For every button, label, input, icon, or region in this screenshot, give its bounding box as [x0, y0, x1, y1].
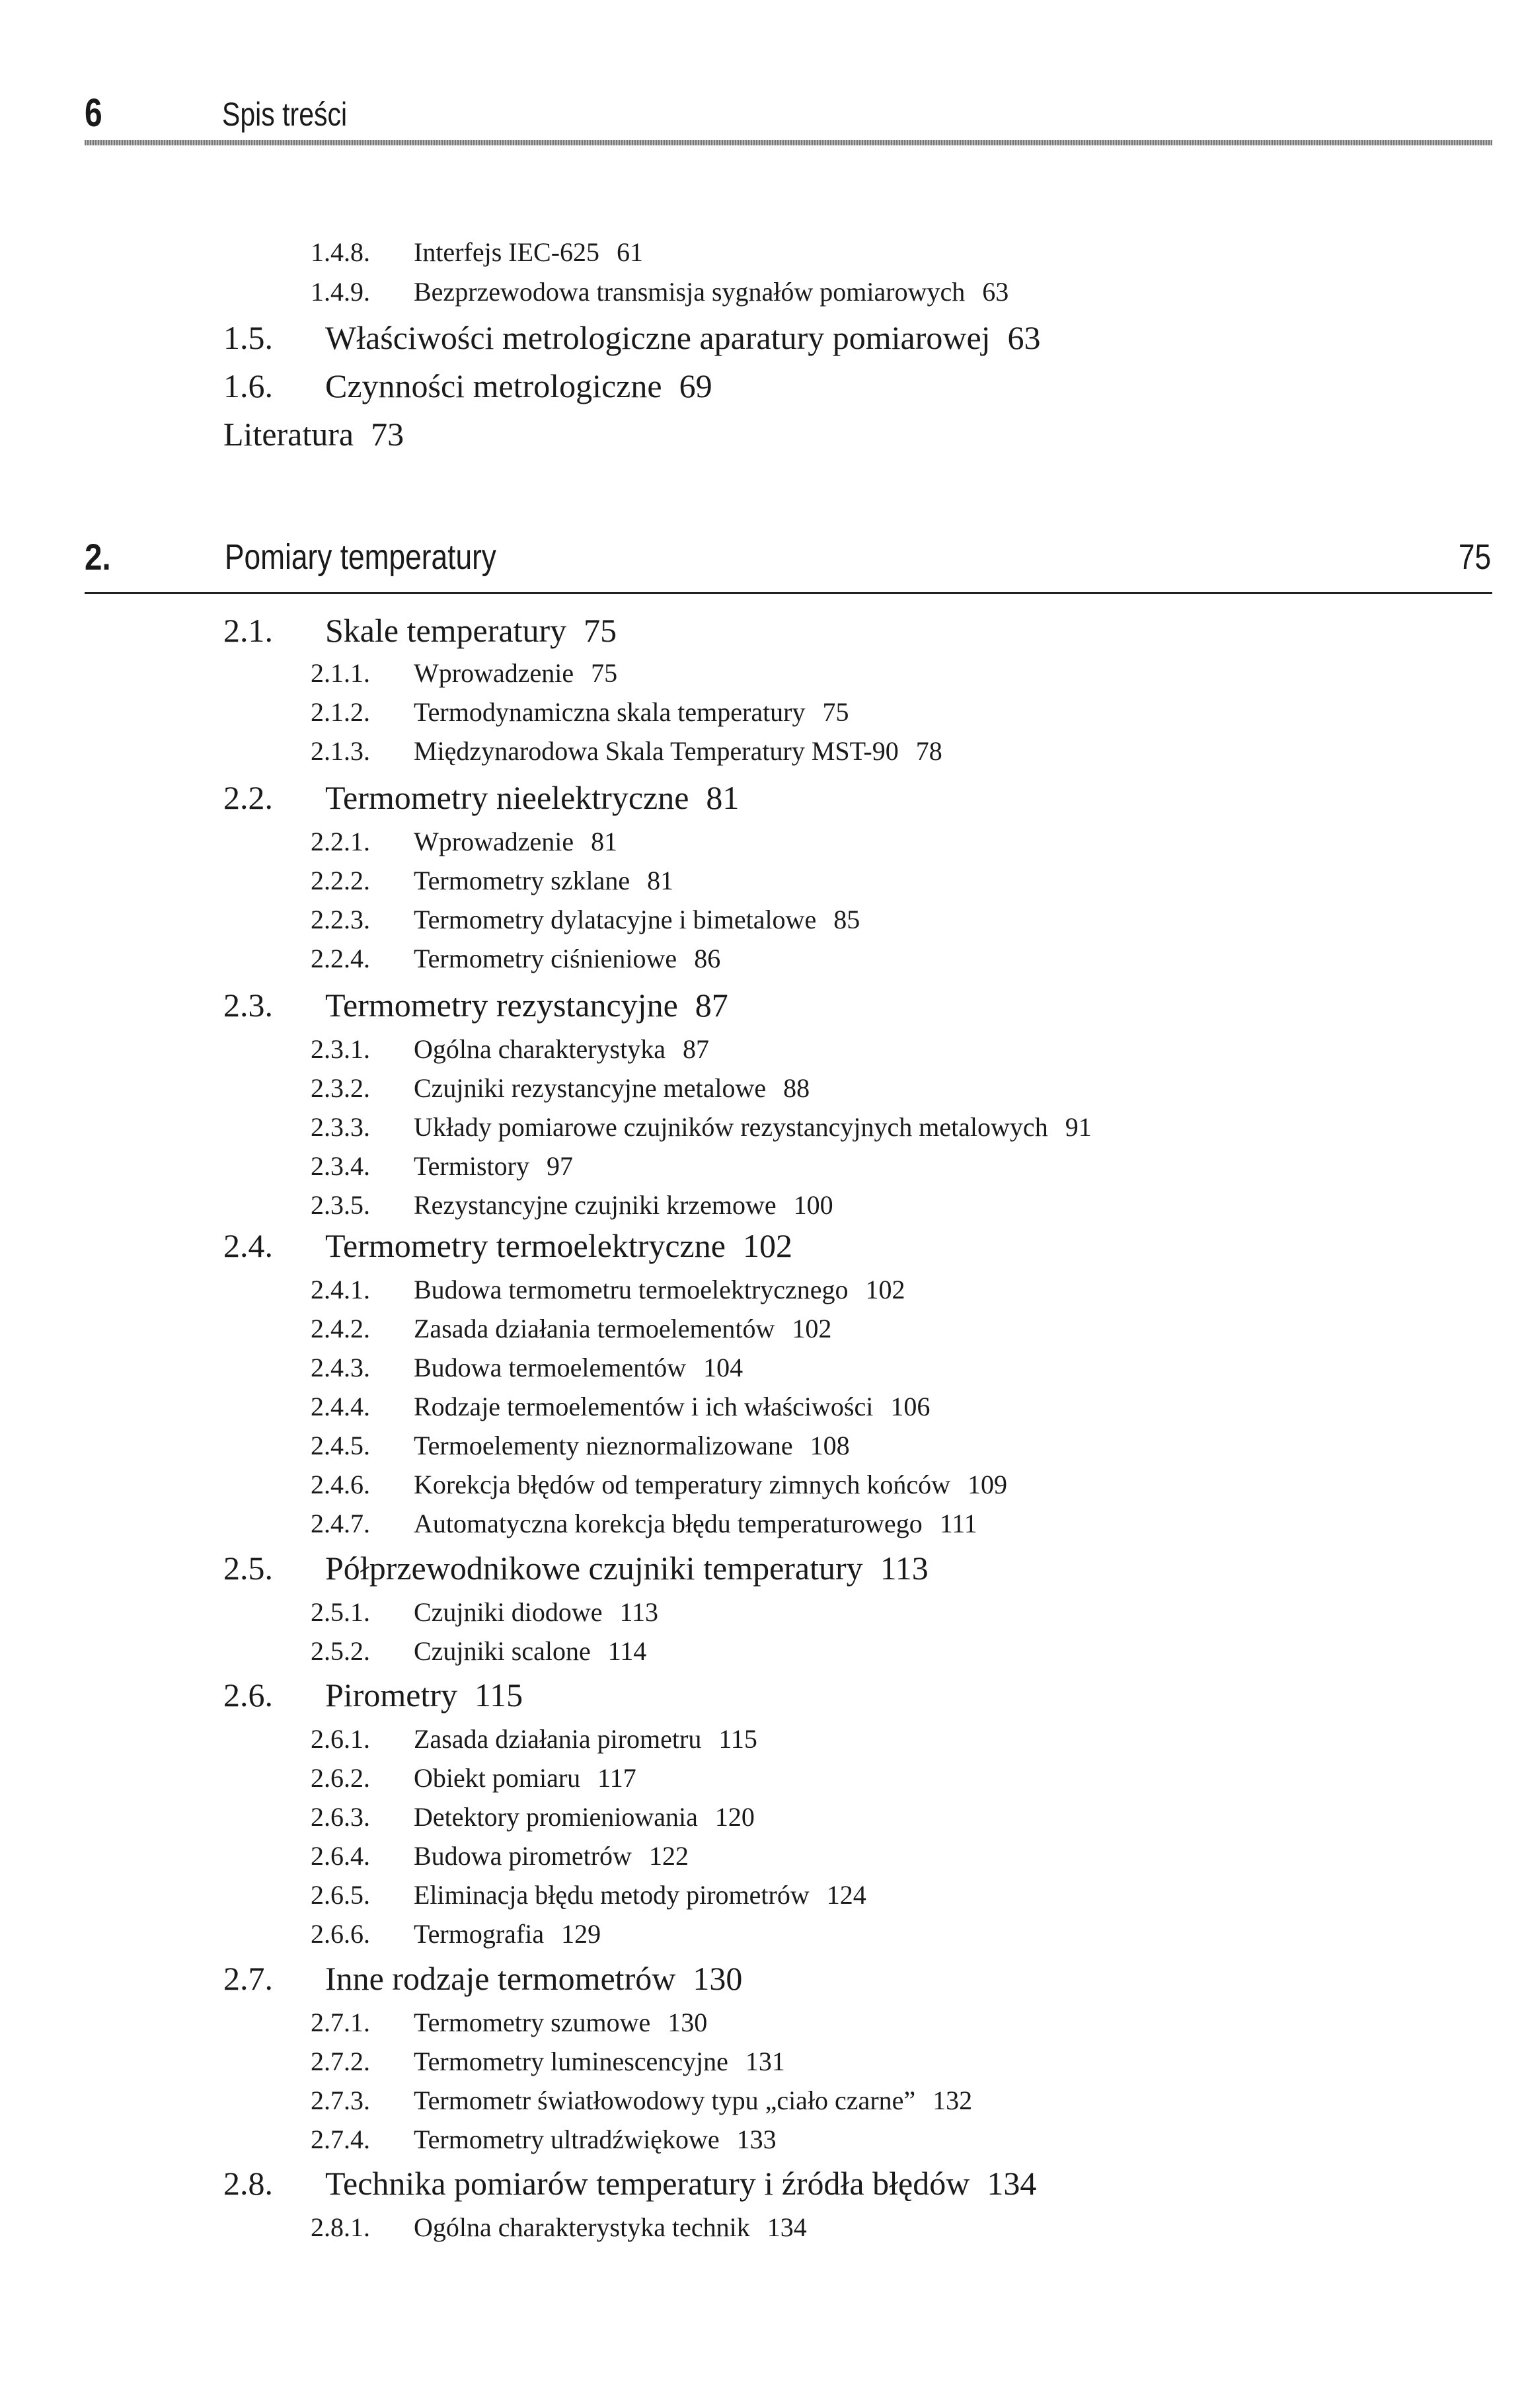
- toc-entry-page: 81: [706, 779, 740, 816]
- toc-entry-title: Termoelementy nieznormalizowane: [414, 1431, 793, 1460]
- toc-entry-title: Termometry szklane: [414, 866, 630, 895]
- toc-entry-page: 86: [694, 944, 721, 973]
- toc-entry: [311, 276, 1009, 307]
- toc-entry-number: 2.6.2.: [311, 1763, 370, 1793]
- toc-entry-number: 1.5.: [223, 319, 273, 356]
- toc-entry: [311, 2124, 777, 2155]
- toc-entry: [311, 2212, 807, 2243]
- toc-entry-title: Półprzewodnikowe czujniki temperatury: [325, 1550, 863, 1587]
- toc-entry-number: 2.6.3.: [311, 1802, 370, 1832]
- toc-section: [223, 1676, 523, 1714]
- toc-entry-page: 117: [597, 1763, 636, 1793]
- toc-section: [223, 319, 1041, 357]
- toc-entry-number: 1.4.9.: [311, 277, 370, 307]
- toc-entry-title: Termometry dylatacyjne i bimetalowe: [414, 905, 817, 934]
- chapter-title: Pomiary temperatury: [225, 537, 496, 577]
- toc-entry-page: 114: [607, 1636, 647, 1666]
- toc-entry-page: 75: [584, 612, 617, 649]
- toc-entry-title: Automatyczna korekcja błędu temperaturowego: [414, 1509, 923, 1538]
- toc-entry-page: 75: [822, 697, 849, 727]
- toc-entry-number: 2.2.: [223, 779, 273, 816]
- toc-entry-number: 2.8.: [223, 2165, 273, 2202]
- toc-entry-page: 87: [682, 1034, 709, 1064]
- toc-entry-page: 106: [890, 1392, 931, 1421]
- toc-entry-title: Korekcja błędów od temperatury zimnych końców: [414, 1470, 950, 1499]
- chapter-rule: [85, 592, 1492, 594]
- toc-entry-number: 2.3.5.: [311, 1190, 370, 1220]
- toc-entry-number: 2.6.6.: [311, 1919, 370, 1949]
- toc-entry: [311, 1072, 810, 1104]
- toc-entry-page: 130: [667, 2008, 708, 2037]
- toc-entry-title: Termografia: [414, 1919, 545, 1949]
- toc-section: [223, 2164, 1036, 2202]
- toc-entry-number: 2.6.4.: [311, 1841, 370, 1871]
- toc-entry: [311, 1840, 689, 1871]
- toc-entry-page: 120: [714, 1802, 755, 1832]
- toc-entry-title: Termodynamiczna skala temperatury: [414, 697, 806, 727]
- toc-entry-number: 2.4.6.: [311, 1470, 370, 1499]
- toc-entry-number: 2.5.1.: [311, 1597, 370, 1627]
- toc-entry-number: 2.1.2.: [311, 697, 370, 727]
- toc-entry-page: 63: [982, 277, 1009, 307]
- toc-entry-number: 2.5.2.: [311, 1636, 370, 1666]
- toc-entry-number: 2.6.1.: [311, 1724, 370, 1754]
- toc-entry-number: 2.1.3.: [311, 736, 370, 766]
- toc-entry-number: 2.8.1.: [311, 2212, 370, 2242]
- toc-entry-page: 97: [546, 1151, 573, 1181]
- toc-entry-number: 2.3.2.: [311, 1073, 370, 1103]
- toc-entry-title: Termometry termoelektryczne: [325, 1227, 726, 1264]
- toc-entry-number: 2.6.5.: [311, 1880, 370, 1910]
- toc-entry-title: Wprowadzenie: [414, 827, 574, 856]
- toc-entry-title: Rodzaje termoelementów i ich właściwości: [414, 1392, 874, 1421]
- toc-entry: [311, 1352, 743, 1383]
- toc-entry: [311, 237, 643, 268]
- toc-entry-title: Budowa termoelementów: [414, 1353, 687, 1382]
- toc-entry-number: 2.2.4.: [311, 944, 370, 973]
- toc-entry: [311, 1723, 757, 1754]
- toc-entry: [311, 1879, 866, 1910]
- toc-entry-page: 88: [783, 1073, 810, 1103]
- toc-entry-page: 91: [1065, 1112, 1092, 1142]
- toc-entry-page: 131: [745, 2047, 785, 2076]
- chapter-page: 75: [1458, 537, 1491, 577]
- toc-entry: [311, 2007, 707, 2038]
- chapter-number: 2.: [85, 536, 111, 578]
- toc-entry-title: Wprowadzenie: [414, 658, 574, 688]
- toc-entry-page: 104: [703, 1353, 743, 1382]
- toc-entry-title: Zasada działania termoelementów: [414, 1314, 775, 1343]
- toc-entry: [311, 1430, 850, 1461]
- toc-entry-title: Literatura: [223, 416, 354, 453]
- toc-entry-number: 2.2.2.: [311, 866, 370, 895]
- toc-entry-title: Termometry ciśnieniowe: [414, 944, 677, 973]
- toc-entry-page: 130: [693, 1960, 743, 1997]
- toc-entry: [311, 1597, 658, 1628]
- toc-entry-title: Pirometry: [325, 1676, 457, 1713]
- toc-entry: [311, 1274, 905, 1305]
- toc-section: [223, 1549, 929, 1587]
- toc-section: [223, 611, 617, 650]
- toc-entry: [311, 658, 617, 689]
- toc-section: [223, 367, 712, 405]
- toc-entry: [311, 1762, 636, 1793]
- page-number: 6: [85, 91, 102, 135]
- toc-entry-title: Czujniki diodowe: [414, 1597, 603, 1627]
- toc-entry-number: 2.4.7.: [311, 1509, 370, 1538]
- toc-entry-page: 87: [695, 987, 728, 1024]
- toc-entry-number: 2.5.: [223, 1550, 273, 1587]
- toc-section: [223, 1226, 792, 1265]
- toc-entry-title: Inne rodzaje termometrów: [325, 1960, 676, 1997]
- toc-entry-page: 81: [591, 827, 618, 856]
- toc-entry: [311, 735, 942, 767]
- toc-entry-page: 122: [648, 1841, 689, 1871]
- toc-entry-number: 2.3.3.: [311, 1112, 370, 1142]
- toc-entry-number: 2.1.1.: [311, 658, 370, 688]
- toc-entry-title: Interfejs IEC-625: [414, 237, 600, 267]
- toc-section: [223, 1959, 742, 1998]
- toc-entry: [311, 696, 849, 728]
- toc-entry-page: 78: [915, 736, 942, 766]
- toc-entry-title: Czynności metrologiczne: [325, 367, 662, 404]
- toc-entry-title: Termometr światłowodowy typu „ciało czarne”: [414, 2086, 916, 2115]
- toc-entry-number: 2.4.1.: [311, 1275, 370, 1304]
- toc-entry-number: 2.6.: [223, 1676, 273, 1713]
- toc-entry: [311, 1636, 646, 1667]
- toc-entry-number: 2.4.3.: [311, 1353, 370, 1382]
- toc-entry-page: 63: [1007, 319, 1041, 356]
- toc-entry-title: Termometry ultradźwiękowe: [414, 2125, 720, 2154]
- toc-entry-number: 2.7.4.: [311, 2125, 370, 2154]
- toc-entry-page: 129: [561, 1919, 601, 1949]
- toc-entry-page: 69: [679, 367, 712, 404]
- toc-entry-number: 2.4.2.: [311, 1314, 370, 1343]
- toc-entry-title: Międzynarodowa Skala Temperatury MST-90: [414, 736, 899, 766]
- toc-entry-title: Czujniki rezystancyjne metalowe: [414, 1073, 767, 1103]
- toc-entry-page: 85: [833, 905, 860, 934]
- toc-entry-title: Technika pomiarów temperatury i źródła błędów: [325, 2165, 970, 2202]
- toc-entry-page: 111: [939, 1509, 977, 1538]
- toc-entry-title: Budowa pirometrów: [414, 1841, 632, 1871]
- toc-entry-number: 1.4.8.: [311, 237, 370, 267]
- toc-entry: [311, 1918, 601, 1949]
- toc-entry-page: 133: [736, 2125, 777, 2154]
- toc-entry-title: Termistory: [414, 1151, 529, 1181]
- running-header: [85, 90, 1491, 143]
- toc-entry-page: 102: [792, 1314, 832, 1343]
- toc-entry: [311, 1189, 833, 1221]
- toc-entry-page: 113: [880, 1550, 929, 1587]
- toc-entry-number: 2.2.1.: [311, 827, 370, 856]
- toc-entry: [311, 1469, 1007, 1500]
- toc-entry-title: Detektory promieniowania: [414, 1802, 698, 1832]
- toc-entry-page: 134: [987, 2165, 1037, 2202]
- toc-entry-page: 115: [474, 1676, 523, 1713]
- toc-entry-number: 2.3.1.: [311, 1034, 370, 1064]
- toc-entry-page: 115: [718, 1724, 757, 1754]
- toc-entry-page: 61: [617, 237, 644, 267]
- toc-entry-number: 1.6.: [223, 367, 273, 404]
- toc-entry-title: Ogólna charakterystyka technik: [414, 2212, 750, 2242]
- toc-entry-number: 2.3.4.: [311, 1151, 370, 1181]
- running-title: Spis treści: [222, 96, 348, 133]
- toc-entry-page: 132: [933, 2086, 973, 2115]
- toc-entry-number: 2.2.3.: [311, 905, 370, 934]
- toc-entry: [311, 1313, 831, 1344]
- toc-entry-page: 102: [742, 1227, 792, 1264]
- toc-entry-title: Obiekt pomiaru: [414, 1763, 581, 1793]
- toc-entry-title: Układy pomiarowe czujników rezystancyjnych metalowych: [414, 1112, 1048, 1142]
- toc-entry: [311, 1801, 755, 1832]
- toc-entry-number: 2.4.4.: [311, 1392, 370, 1421]
- toc-entry-number: 2.7.1.: [311, 2008, 370, 2037]
- toc-entry-title: Skale temperatury: [325, 612, 567, 649]
- header-rule: [85, 140, 1492, 145]
- toc-entry: [311, 2085, 972, 2116]
- toc-entry-title: Zasada działania pirometru: [414, 1724, 702, 1754]
- toc-entry-number: 2.7.: [223, 1960, 273, 1997]
- toc-entry-title: Termometry luminescencyjne: [414, 2047, 728, 2076]
- toc-section: [223, 986, 728, 1024]
- toc-literature: [223, 415, 404, 453]
- toc-entry: [311, 1508, 977, 1539]
- toc-entry-title: Rezystancyjne czujniki krzemowe: [414, 1190, 777, 1220]
- toc-entry-page: 81: [647, 866, 674, 895]
- toc-entry: [311, 2046, 785, 2077]
- toc-entry-title: Termometry nieelektryczne: [325, 779, 689, 816]
- toc-entry: [311, 943, 720, 974]
- toc-entry-page: 113: [619, 1597, 659, 1627]
- toc-entry-title: Bezprzewodowa transmisja sygnałów pomiarowych: [414, 277, 966, 307]
- toc-entry-page: 100: [793, 1190, 833, 1220]
- toc-entry-title: Termometry rezystancyjne: [325, 987, 678, 1024]
- toc-entry-page: 75: [591, 658, 618, 688]
- toc-entry: [311, 865, 673, 896]
- toc-entry: [311, 826, 617, 857]
- toc-entry-title: Czujniki scalone: [414, 1636, 591, 1666]
- toc-entry-number: 2.3.: [223, 987, 273, 1024]
- toc-entry-page: 73: [371, 416, 404, 453]
- toc-entry-page: 134: [767, 2212, 807, 2242]
- toc-entry-number: 2.1.: [223, 612, 273, 649]
- toc-entry-number: 2.7.3.: [311, 2086, 370, 2115]
- toc-entry-title: Eliminacja błędu metody pirometrów: [414, 1880, 810, 1910]
- toc-entry-page: 124: [826, 1880, 866, 1910]
- toc-entry: [311, 1150, 573, 1182]
- toc-entry-page: 108: [810, 1431, 850, 1460]
- toc-entry: [311, 1111, 1092, 1143]
- toc-entry: [311, 904, 860, 935]
- toc-entry-title: Ogólna charakterystyka: [414, 1034, 666, 1064]
- toc-section: [223, 778, 739, 817]
- toc-entry-title: Właściwości metrologiczne aparatury pomiarowej: [325, 319, 991, 356]
- toc-entry-number: 2.7.2.: [311, 2047, 370, 2076]
- chapter-heading: [85, 535, 1491, 595]
- toc-entry-number: 2.4.: [223, 1227, 273, 1264]
- toc-entry-number: 2.4.5.: [311, 1431, 370, 1460]
- toc-entry: [311, 1034, 709, 1065]
- toc-entry-title: Budowa termometru termoelektrycznego: [414, 1275, 849, 1304]
- toc-entry: [311, 1391, 930, 1422]
- toc-entry-page: 102: [865, 1275, 905, 1304]
- toc-entry-title: Termometry szumowe: [414, 2008, 651, 2037]
- toc-entry-page: 109: [967, 1470, 1007, 1499]
